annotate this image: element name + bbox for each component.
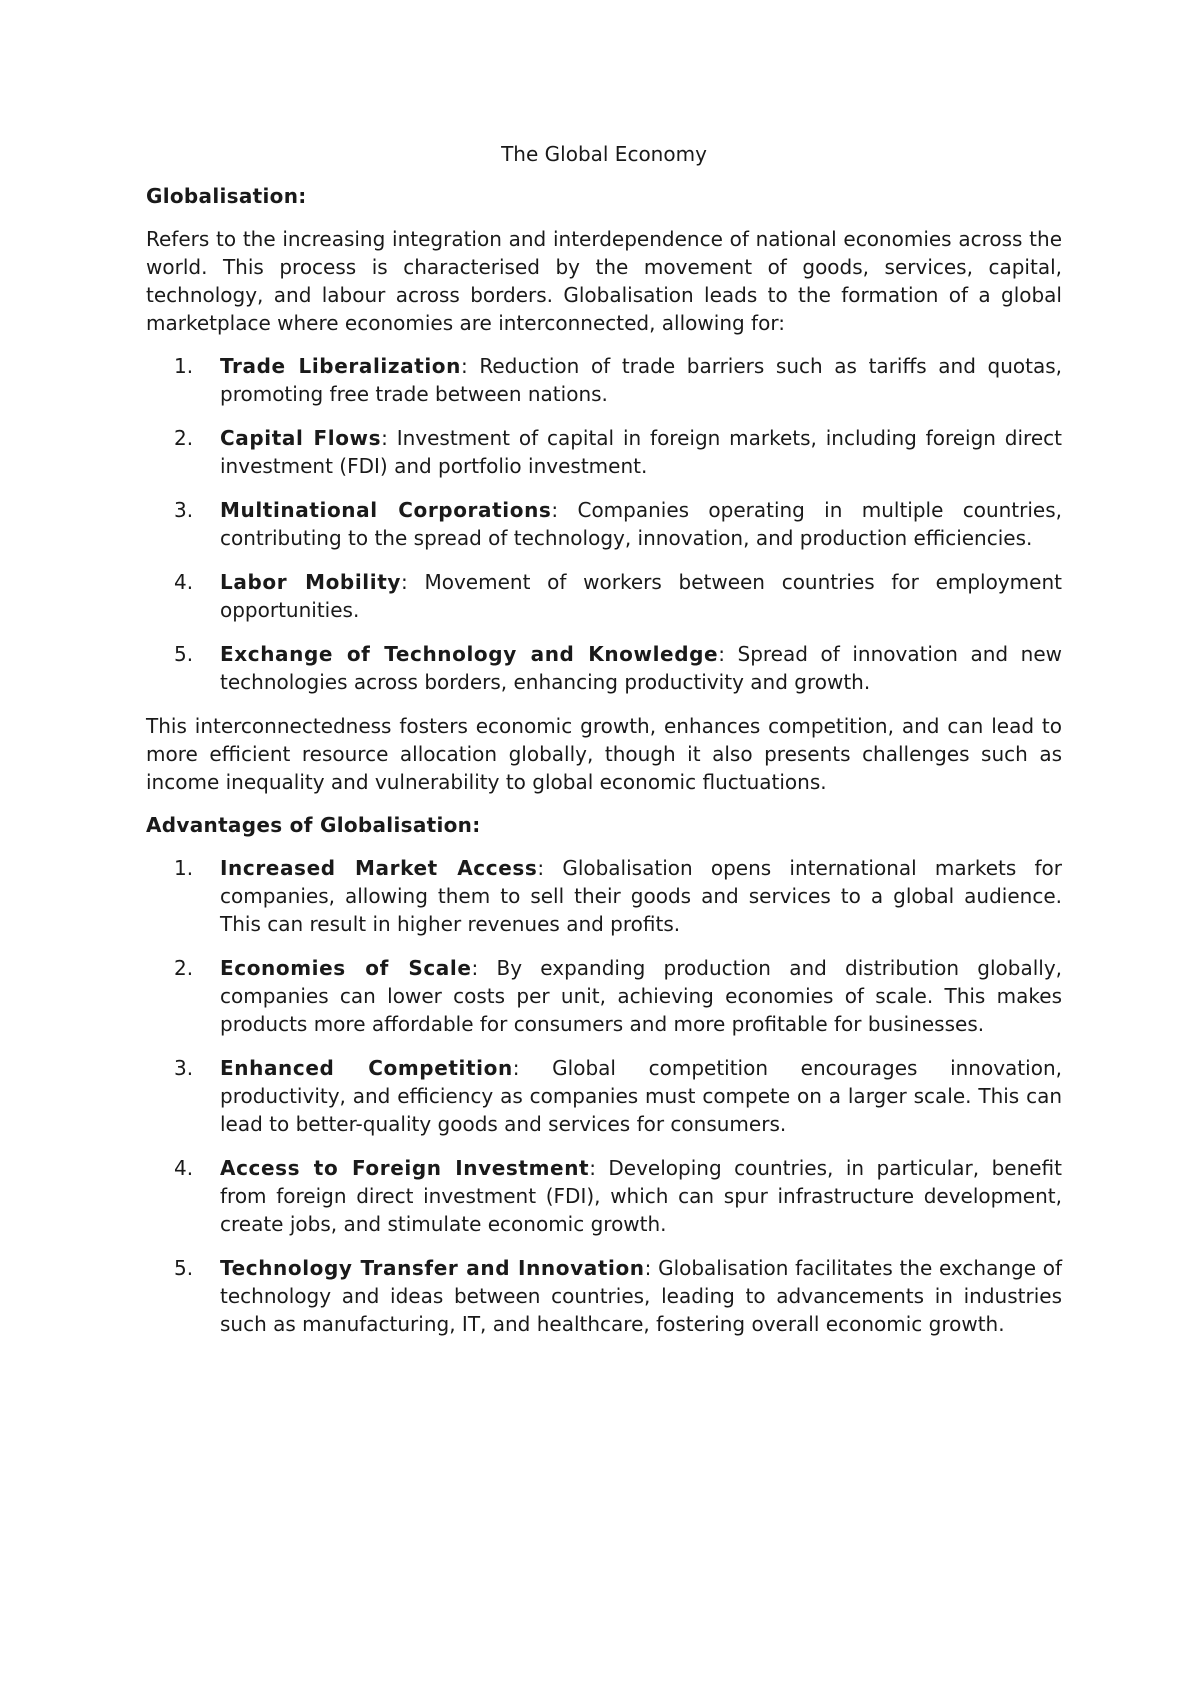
list-item [146,568,1062,624]
advantages-heading: Advantages of Globalisation: [146,813,481,837]
globalisation-conclusion: This interconnectedness fosters economic growth, enhances competition, and can lead to more efficient resource allocation globally, though it also presents challenges such as income inequality and vulnerability to global economic fluctuations. [146,714,1062,794]
item-number: 3. [174,498,194,522]
globalisation-heading: Globalisation: [146,184,307,208]
list-item [146,640,1062,696]
item-term: Labor Mobility [220,570,402,594]
item-term: Technology Transfer and Innovation [220,1256,645,1280]
item-number: 3. [174,1056,194,1080]
item-number: 5. [174,1256,194,1280]
item-term: Access to Foreign Investment [220,1156,590,1180]
item-number: 2. [174,426,194,450]
item-text: : Global competition encourages innovation, productivity, and efficiency as companies must compete on a larger scale. This can lead to better-quality goods and services for consumers. [220,1056,1062,1136]
document-title: The Global Economy [501,142,707,166]
list-item [146,1054,1062,1138]
item-term: Increased Market Access [220,856,538,880]
item-text: : Companies operating in multiple countries, contributing to the spread of technology, innovation, and production efficiencies. [220,498,1063,550]
item-text: : Investment of capital in foreign markets, including foreign direct investment (FDI) and portfolio investment. [220,426,1062,478]
item-number: 1. [174,354,194,378]
item-number: 4. [174,570,194,594]
item-term: Trade Liberalization [220,354,461,378]
advantages-list [146,854,1062,1338]
item-text: : Globalisation opens international markets for companies, allowing them to sell their goods and services to a global audience. This can result in higher revenues and profits. [220,856,1062,936]
list-item [146,954,1062,1038]
item-term: Exchange of Technology and Knowledge [220,642,719,666]
item-text: : Spread of innovation and new technologies across borders, enhancing productivity and growth. [220,642,1062,694]
globalisation-list [146,352,1062,696]
item-number: 2. [174,956,194,980]
list-item [146,352,1062,408]
item-text: : Reduction of trade barriers such as tariffs and quotas, promoting free trade between nations. [220,354,1063,406]
globalisation-intro: Refers to the increasing integration and interdependence of national economies across the world. This process is characterised by the movement of goods, services, capital, technology, and labour across borders. Globalisation leads to the formation of a global marketplace where economies are interconnected, allowing for: [146,227,1062,335]
item-term: Multinational Corporations [220,498,552,522]
list-item [146,854,1062,938]
item-number: 4. [174,1156,194,1180]
item-number: 1. [174,856,194,880]
item-term: Economies of Scale [220,956,472,980]
list-item [146,424,1062,480]
list-item [146,496,1062,552]
item-text: : Movement of workers between countries for employment opportunities. [220,570,1062,622]
item-term: Capital Flows [220,426,382,450]
document-page [146,140,1062,1354]
item-text: : Globalisation facilitates the exchange of technology and ideas between countries, leading to advancements in industries such as manufacturing, IT, and healthcare, fostering overall economic growth. [220,1256,1062,1336]
item-term: Enhanced Competition [220,1056,513,1080]
list-item [146,1254,1062,1338]
item-number: 5. [174,642,194,666]
list-item [146,1154,1062,1238]
item-text: : By expanding production and distribution globally, companies can lower costs per unit, achieving economies of scale. This makes products more affordable for consumers and more profitable for businesses. [220,956,1063,1036]
item-text: : Developing countries, in particular, benefit from foreign direct investment (FDI), which can spur infrastructure development, create jobs, and stimulate economic growth. [220,1156,1062,1236]
